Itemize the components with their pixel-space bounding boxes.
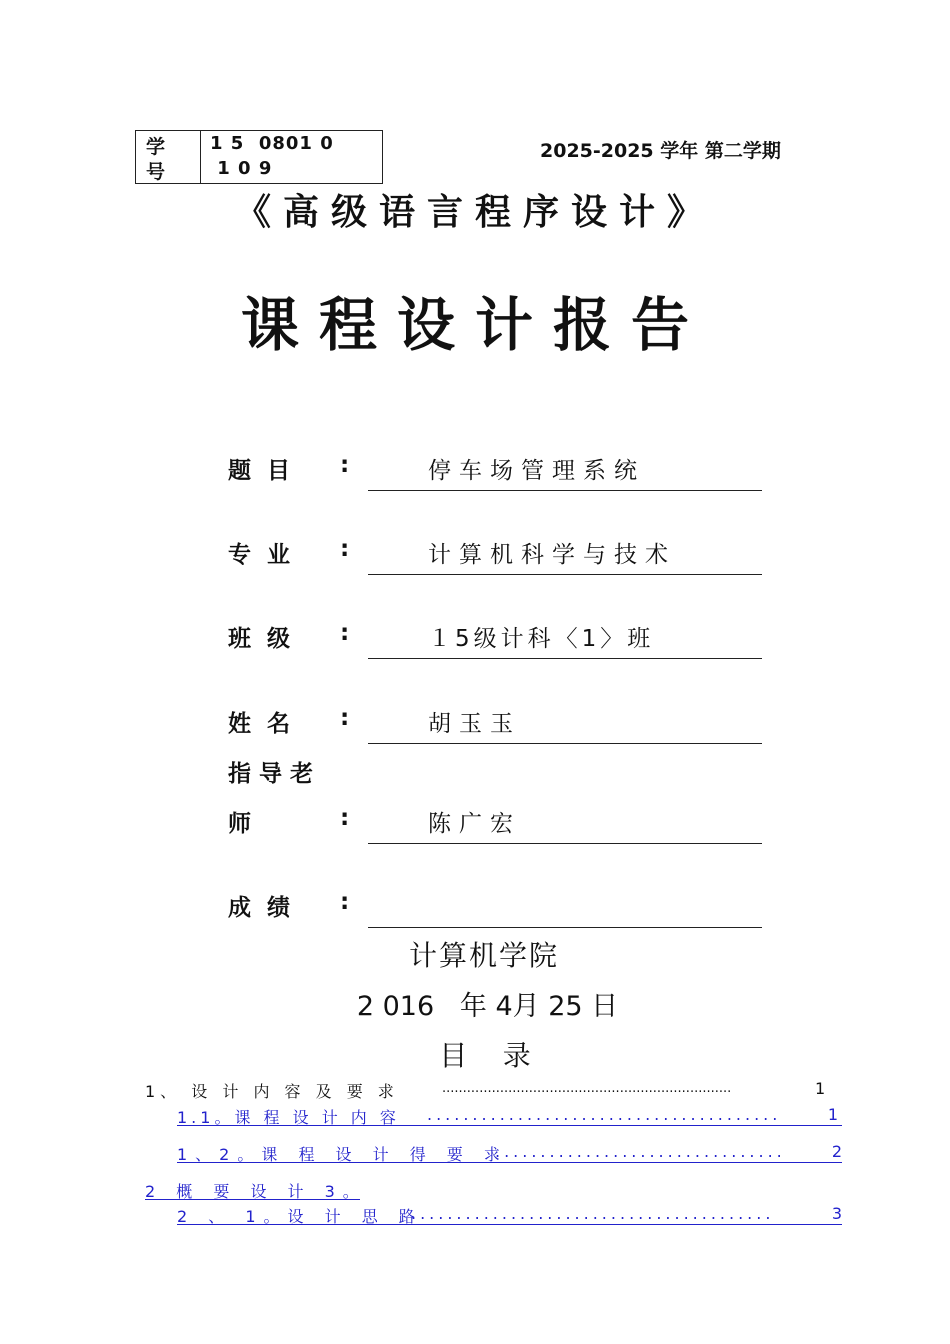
toc-item[interactable] [145,1079,399,1102]
student-id-value: 1 5 0801 0 [210,133,334,154]
field-underline [368,927,762,928]
academic-term: 2025-2025 学年 第二学期 [540,140,781,162]
student-id-table [135,130,383,184]
field-label-major: 专 业 [228,542,291,568]
student-id-label-2: 号 [146,161,166,183]
toc-item-text: 2 概 要 设 计 3。 [145,1182,367,1201]
toc-link[interactable] [145,1179,367,1201]
field-label-class: 班 级 [228,626,291,652]
toc-page: 1 [827,1105,842,1124]
toc-leader: ...................................................................... [442,1081,732,1096]
toc-leader: ........................................ [411,1204,775,1223]
field-underline [368,843,762,844]
toc-page: 2 [831,1142,842,1161]
field-value-advisor: 陈广宏 [428,811,521,837]
field-label-advisor-2: 师 [228,811,251,837]
field-label-advisor-1: 指 导 老 [228,761,314,787]
field-value-major: 计算机科学与技术 [428,542,676,568]
student-id-label: 学 [146,136,166,158]
toc-link[interactable] [177,1204,842,1225]
field-colon: : [340,889,350,915]
report-date: 2 016 年 4月 25 日 [356,991,619,1022]
toc-item-text: 2 、 1。设 计 思 路 [177,1207,423,1226]
toc-item-text: 1.1。课 程 设 计 内 容 [177,1108,400,1127]
toc-item-text: 1、 设 计 内 容 及 要 求 [145,1082,399,1101]
college-name: 计算机学院 [408,939,559,972]
field-value-name: 胡玉玉 [428,711,521,737]
toc-link[interactable] [177,1142,842,1163]
field-colon: : [340,805,350,831]
field-label-topic: 题 目 [228,458,291,484]
toc-leader: ................................ [495,1142,786,1161]
field-underline [368,658,762,659]
field-colon: : [340,536,350,562]
field-underline [368,574,762,575]
field-label-name: 姓 名 [228,711,291,737]
field-underline [368,743,762,744]
toc-page: 3 [831,1204,842,1223]
field-value-class: １5级计科〈1〉班 [428,626,655,652]
toc-leader: ....................................... [427,1105,782,1124]
course-title: 《高级语言程序设计》 [234,192,715,233]
toc-page: 1 [815,1079,826,1098]
table-divider [200,131,201,183]
toc-title: 目 录 [439,1039,531,1072]
field-label-grade: 成 绩 [228,895,291,921]
toc-item-text: 1、2。课 程 设 计 得 要 求 [177,1145,508,1164]
toc-link[interactable] [177,1105,842,1126]
field-colon: : [340,452,350,478]
student-id-value-2: 1 0 9 [210,158,273,179]
field-colon: : [340,705,350,731]
field-colon: : [340,620,350,646]
field-underline [368,490,762,491]
field-value-topic: 停车场管理系统 [428,458,645,484]
report-title: 课程设计报告 [240,291,709,359]
